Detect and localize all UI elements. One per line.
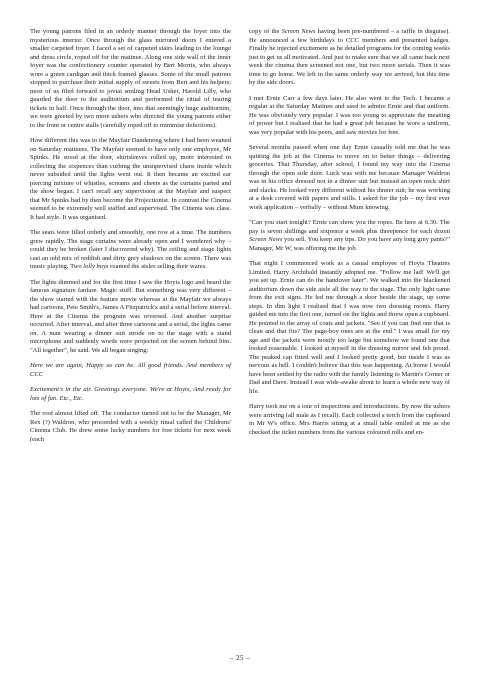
paragraph: copy of the Screen News having been pre-numbered – a raffle in disguise). He announced a few birthdays to CCC members and presented badges. Finally he injected excitement as he detailed programs for the coming weeks just to get us all motivated. And just to make sure that we all came back next week the cinema then screened not one, but two more serials. Then it was time to go home. We left in the same orderly way we arrived, but this time by the side doors. xyxy=(249,28,450,86)
paragraph: How different this was to the Mayfair Dandenong where I had been weaned on Saturday matinees. The Mayfair seemed to have only one employee, Mr Spinks. He stood at the door, shirtsleeves rolled up, more interested in collecting the sixpences than curbing the unsupervised chaos inside which never subsided until the lights went out. It then became an excited ear piercing mixture of whistles, screams and cheers as the curtains parted and the show began. I can't recall any supervision at the Mayfair and suspect that Mr Spinks had by then become the Projectionist. In contrast the Cinema seemed to be extremely well staffed and supervised. The Cinema was class. It had style. It was organised. xyxy=(30,137,231,221)
paragraph: Harry took me on a tour of inspections and introductions. By now the ushers were arriving (all male as I recall). Each collected a torch from the cupboard in Mr W's office. Mrs Harris sitting at a small table smiled at me as she checked the ticket numbers from the various coloured rolls and en- xyxy=(249,403,450,436)
paragraph: I met Ernie Carr a few days later. He also went to the Tech. I became a regular at the Saturday Matinee and used to admire Ernie and that uniform. He was obviously very popular. I was too young to appreciate the meaning of power but I realised that he had a great job because he wore a uniform, was very popular with his peers, and saw movies for free. xyxy=(249,94,450,136)
paragraph: That night I commenced work as a casual employee of Hoyts Theatres Limited. Harry Archibald instantly adopted me. "Follow me lad! We'll get you set up. Ernie can do the handover later". We walked into the blackened auditorium down the side aisle all the way to the stage. The only light came from the exit signs. He led me through a door beside the stage, up some steps. In dim light I realised that I was now two dressing rooms. Harry guided me into the first one, turned on the lights and threw open a cupboard. He pointed to the array of coats and jackets. "See if you can find one that is clean and that fits? The page-boy ones are at the end." I was small for my age and the jackets were mostly too large but somehow we found one that looked reasonable. I looked at myself in the dressing mirror and felt proud. The peaked cap fitted well and I looked pretty good, but inside I was as nervous as hell. I couldn't believe that this was happening. At home I would have been settled by the radio with the family listening to Martin's Corner or Dad and Dave. Instead I was wide-awake about to learn a whole new way of life. xyxy=(249,260,450,395)
emphasis: Screen News xyxy=(249,236,283,243)
paragraph: "Can you start tonight? Ernie can show you the ropes. Be here at 6.30. The pay is seven shillings and sixpence a week plus threepence for each dozen Screen News you sell. You keep any tips. Do you have any long grey pants?" Manager, Mr W, was offering me the job. xyxy=(249,219,450,252)
two-column-body xyxy=(30,28,450,640)
paragraph: The roof almost lifted off. The conductor turned out to be the Manager, Mr Rex (?) Waldron, who proceeded with a weekly ritual called the Childrens' Cinema Club. He drew some lucky numbers for free tickets for next week (each xyxy=(30,410,231,443)
paragraph: The seats were filled orderly and smoothly, one row at a time. The numbers grew rapidly. The stage curtains were already open and I wondered why – could they be broken (later I discovered why). The ceiling and stage lights cast an odd mix of reddish and dirty grey shadows on the screen. There was music playing. Two lolly boys roamed the aisles selling their wares. xyxy=(30,229,231,270)
left-column xyxy=(30,28,231,640)
right-column xyxy=(249,28,450,640)
song-lyrics: Excitement's in the air. Greetings everyone. We're at Hoyts, And ready for lots of fun. Etc., Etc. xyxy=(30,386,231,402)
paragraph: Several months passed when one day Ernie casually told me that he was quitting the job at the Cinema to move on to better things – delivering groceries. That Thursday, after school, I found my way into the Cinema through the open side door. Luck was with me because Manager Waldron was in his office dressed not in a dinner suit but instead an open neck shirt and slacks. He looked very different without his dinner suit; he was working at a desk covered with papers and stills. I asked for the job – my first ever work application – verbally – without Mum knowing. xyxy=(249,144,450,211)
paragraph: The young patrons filed in an orderly manner through the foyer into the mysterious interior. Once through the glass mirrored doors I entered a smaller carpeted foyer. I faced a set of carpeted stairs leading to the lounge and dress circle, roped off for the matinee. Along one side wall of the inner foyer was the confectionery counter operated by Bert Morris, who always wore a green cardigan and thick framed glasses. Some of the small patrons stopped to purchase their initial supply of sweets from Bert and his helpers; most of us filed forward to joviai smiling Head Usher, Harold Lilly, who guarded the door to the auditorium and performed the ritual of tearing tickets in half. Once through the door, into that seemingly huge auditorium, we were greeted by two more ushers who directed the young patrons either to the front or centre stalls (carefully roped off to minimise defections). xyxy=(30,28,231,129)
emphasis: Screen News xyxy=(281,28,316,35)
emphasis: lolly boys xyxy=(83,263,109,270)
song-lyrics: Here we are again, Happy as can be. All good friends. And members of CCC xyxy=(30,362,231,378)
paragraph: The lights dimmed and for the first time I saw the Hoyts logo and heard the famous signature fanfare. Magic stuff. But something was very different – the show started with the feature movie whereas at the Mayfair we always had cartoons, Pete Smith's, James A Fitzpatrick's and a serial before interval. Here at the Cinema the program was reversed. And another surprise occurred. After interval, and after three cartoons and a serial, the lights came on. A man wearing a dinner suit strode on to the stage with a stand microphone and suddenly words were projected on the screen behind him. "All together", he said. We all began singing: xyxy=(30,278,231,354)
page-number: – 25 – xyxy=(229,654,251,662)
